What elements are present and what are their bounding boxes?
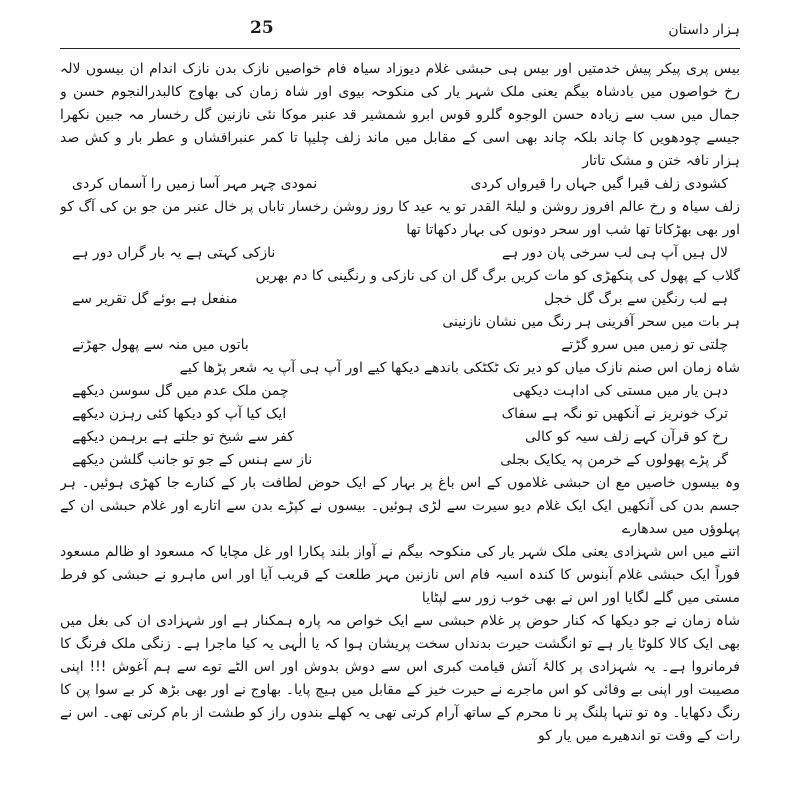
first-hemistich: رخ کو قرآن کہے زلف سیہ کو کالی bbox=[525, 429, 728, 445]
verse-couplet bbox=[60, 426, 740, 449]
prose-paragraph: اتنے میں اس شہزادی یعنی ملک شہر یار کی منکوحہ بیگم نے آواز بلند پکارا اور غل مچایا کہ مسعود او ظالم مسعود فوراً ایک حبشی غلام آبنوس کا کندہ اسیہ فام اس نازنین مہر طلعت کے قریب آیا اور اس ماہرو نے حبشی کو فرط مستی میں گلے لگایا اور اس نے بھی خوب زور سے لپٹایا bbox=[60, 544, 740, 606]
first-hemistich: کشودی زلف قیرا گیں جہاں را قیرواں کردی bbox=[470, 176, 728, 192]
second-hemistich: چمن ملک عدم میں گل سوسن دیکھے bbox=[72, 383, 289, 399]
first-hemistich: لال ہیں آپ ہی لب سرخی پان دور ہے bbox=[501, 245, 728, 261]
verse-couplet bbox=[60, 173, 740, 196]
prose-paragraph: شاہ زمان اس صنم نازک میاں کو دیر تک ٹکٹکی باندھے دیکھا کیے اور آپ ہی آپ یہ شعر پڑھا کیے bbox=[179, 360, 740, 376]
second-hemistich: منفعل ہے بوئے گل تقریر سے bbox=[72, 291, 238, 307]
verse-couplet bbox=[60, 380, 740, 403]
second-hemistich: باتوں میں منہ سے پھول جھڑتے bbox=[72, 337, 249, 353]
verse-couplet bbox=[60, 242, 740, 265]
verse-couplet bbox=[60, 334, 740, 357]
first-hemistich: ہے لب رنگین سے برگ گل خجل bbox=[543, 291, 728, 307]
prose-paragraph: زلف سیاہ و رخ عالم افروز روشن و لیلۃ القدر تو یہ عید کا روز روشن رخسار تاباں پر خال عنبر من جو بن کی آگ کو اور بھی بھڑکاتا تھا شب اور سحر دونوں کی بہار دکھاتا تھا bbox=[60, 199, 740, 238]
first-hemistich: چلتی تو زمیں میں سرو گڑتے bbox=[561, 337, 728, 353]
prose-paragraph: ہر بات میں سحر آفرینی ہر رنگ میں نشان نازنینی bbox=[442, 314, 740, 330]
second-hemistich: کفر سے شیخ تو جلتے ہے برہمن دیکھے bbox=[72, 429, 294, 445]
verse-couplet bbox=[60, 403, 740, 426]
second-hemistich: نازکی کہتی ہے یہ بار گراں دور ہے bbox=[72, 245, 276, 261]
prose-paragraph: وہ بیسوں خاصیں مع ان حبشی غلاموں کے اس باغ پر بہار کے ایک حوض لطافت بار کے کنارے جا کھڑی ہوئیں۔ ہر جسم بدن کی آنکھیں ایک ایک غلام دیو سیرت سے لڑی ہوئیں۔ بیسوں نے کپڑے بدن سے اتارے اور غلام حبشی ان کے پہلوؤں میں سدھارے bbox=[60, 475, 740, 537]
page-body bbox=[60, 58, 740, 788]
first-hemistich: گر پڑے پھولوں کے خرمن پہ یکایک بجلی bbox=[500, 452, 728, 468]
verse-couplet bbox=[60, 449, 740, 472]
verse-couplet bbox=[60, 288, 740, 311]
prose-paragraph: شاہ زمان نے جو دیکھا کہ کنار حوض پر غلام حبشی سے ایک خواص مہ پارہ ہمکنار ہے اور شہزادی ان کی بغل میں بھی ایک کالا کلوٹا یار ہے تو انگشت حیرت بدنداں سخت پریشان ہوا کہ یا الٰہی یہ کیا ماجرا ہے۔ زنگی ملک فرنگ کا فرمانروا ہے۔ یہ شہزادی پر کالۂ آتش قیامت کبری اس سے دوش بدوش اور اس الٹے توے سے ہم آغوش !!! اپنی مصیبت اور اپنی بے وفائی کو اس ماجرے نے حیرت خیز کے مقابل میں ہیچ پایا۔ بھاوج نے اور بھی بڑھ کر بے سوا پن کا رنگ دکھایا۔ وہ تو تنہا پلنگ پر نا محرم کے ساتھ آرام کرتی تھی یہ کھلے بندوں راز کو طشت از بام کرتی تھی۔ اس نے رات کے وقت تو اندھیرے میں یار کو bbox=[60, 613, 740, 744]
first-hemistich: ترک خونریز نے آنکھیں تو نگہ ہے سفاک bbox=[501, 406, 728, 422]
centered-line: گلاب کے پھول کی پنکھڑی کو مات کریں برگ گل ان کی نازکی و رنگینی کا دم بھریں bbox=[255, 268, 740, 284]
second-hemistich: ناز سے ہنس کے جو تو جانب گلشن دیکھے bbox=[72, 452, 313, 468]
prose-paragraph: بیس پری پیکر پیش خدمتیں اور بیس ہی حبشی غلام دیوزاد سیاہ فام خواصیں نازک بدن نازک اندام ان بیسوں لالہ رخ خواصوں میں بادشاہ بیگم یعنی ملک شہر یار کی منکوحہ بیوی اور شاہ زمان کی بھاوج کالبدرالنجوم حسن و جمال میں سب سے زیادہ حسن الوجوہ گلرو قوس ابرو شمشیر قد عنبر موکا نئی نازنین گل رخسار مہ جبین نکھرا جیسے چودھویں کا چاند بلکہ چاند بھی اسی کے مقابل میں ماند زلف چلیپا تا کمر عنبرافشاں و عطر بار و کش صد ہزار نافہ ختن و مشک تاتار bbox=[60, 61, 740, 169]
running-title: ہزار داستان bbox=[668, 22, 740, 38]
page-header bbox=[60, 18, 740, 49]
page-number: 25 bbox=[250, 18, 274, 38]
first-hemistich: دہن یار میں مستی کی اداہت دیکھی bbox=[512, 383, 728, 399]
second-hemistich: ایک کیا آپ کو دیکھا کئی رہزن دیکھے bbox=[72, 406, 287, 422]
second-hemistich: نمودی چہر مہر آسا زمیں را آسماں کردی bbox=[72, 176, 318, 192]
